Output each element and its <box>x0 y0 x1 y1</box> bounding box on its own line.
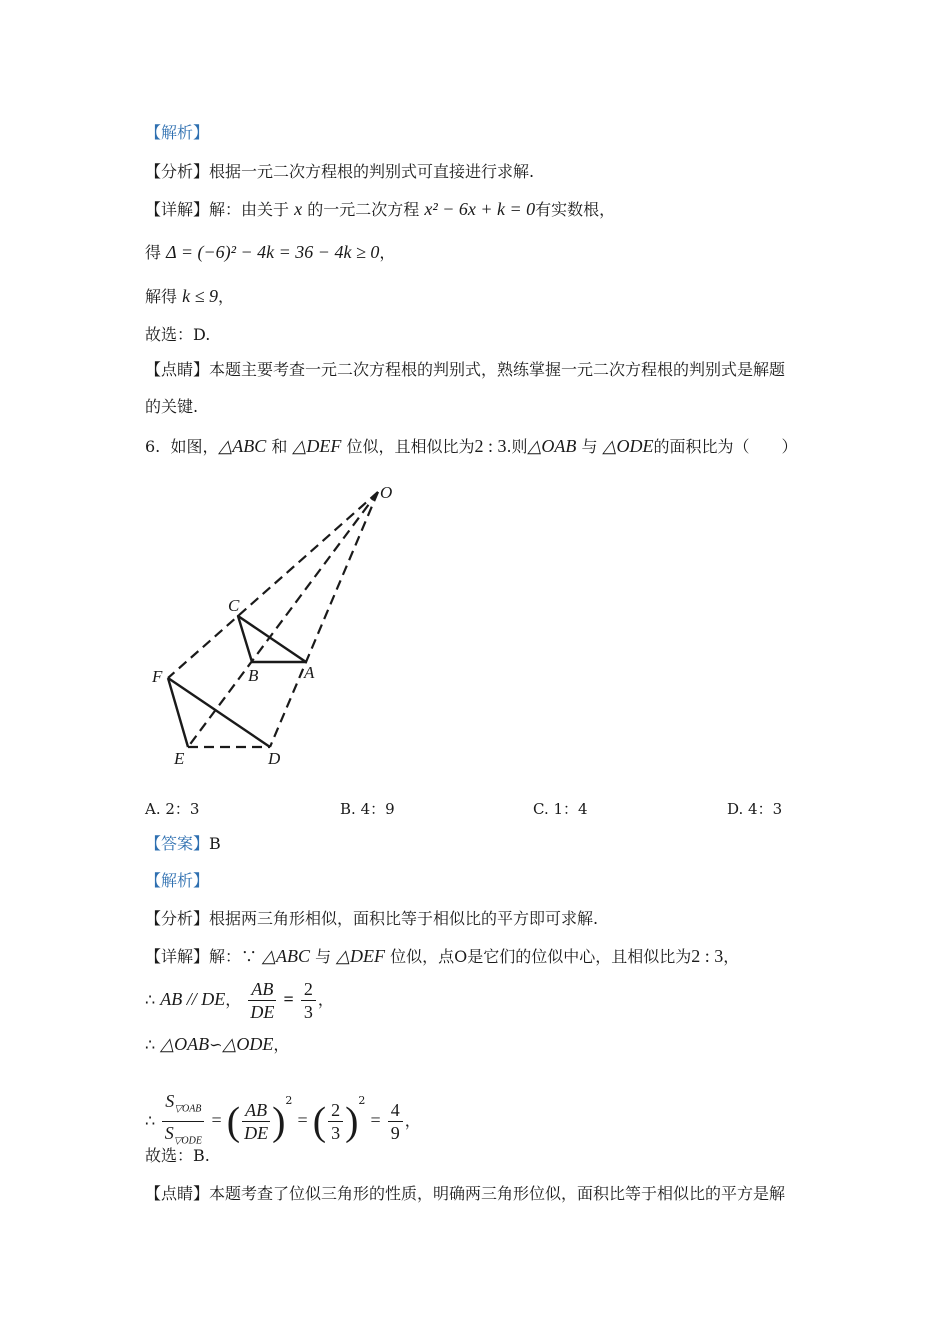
detail-line-2: 得 Δ = (−6)² − 4k = 36 − 4k ≥ 0， <box>145 242 396 262</box>
choice-d[interactable]: D. 4：3 <box>727 800 783 818</box>
analysis-heading: 【解析】 <box>145 123 210 142</box>
fraction-4-9: $\frac{4}{9}$ <box>388 1099 403 1144</box>
choice-a[interactable]: A. 2：3 <box>145 800 200 818</box>
label-b: B <box>248 666 259 685</box>
detail-line-q6-2: ∴ AB // DE， $\frac{AB}{DE}$ = $\frac{2}{3}$ ， <box>145 979 334 1022</box>
dashed-line-oe <box>188 492 378 747</box>
side-fd <box>168 678 270 747</box>
label-a: A <box>304 663 315 682</box>
detail-line-3: 解得 k ≤ 9， <box>145 286 234 306</box>
comment-line: 【点睛】本题主要考查一元二次方程根的判别式，熟练掌握一元二次方程根的判别式是解题 <box>145 360 786 379</box>
analysis-line: 【分析】根据一元二次方程根的判别式可直接进行求解. <box>145 162 535 181</box>
dashed-line-of <box>168 492 378 678</box>
fraction-2-3: $\frac{2}{3}$ <box>301 978 316 1023</box>
label-e: E <box>174 749 185 768</box>
label-c: C <box>228 596 240 615</box>
answer-line: 【答案】B <box>145 834 221 853</box>
comment-line-2: 的关键. <box>145 397 199 416</box>
analysis-line-q6: 【分析】根据两三角形相似，面积比等于相似比的平方即可求解. <box>145 909 599 928</box>
triangle-abc <box>238 616 306 662</box>
choice-b[interactable]: B. 4：9 <box>340 800 395 818</box>
label-f: F <box>152 667 163 686</box>
label-o: O <box>380 483 393 502</box>
choose-line: 故选：D. <box>145 325 211 344</box>
discriminant-expression: Δ = (−6)² − 4k = 36 − 4k ≥ 0 <box>166 242 380 262</box>
dashed-line-od <box>270 492 378 747</box>
detail-line-q6-3: ∴ △OAB∽△ODE， <box>145 1034 290 1054</box>
comment-line-q6: 【点睛】本题考查了位似三角形的性质，明确两三角形位似，面积比等于相似比的平方是解 <box>145 1184 786 1203</box>
fraction-ab-de: $\frac{AB}{DE}$ <box>250 979 275 1022</box>
detail-line-q6-4: ∴ $\frac{S_{▽OAB}}{S_{▽ODE}}$ = ( $\frac{AB}{DE}$ )$^2$ = ( $\frac{2}{3}$ )$^2$ = $\frac{4}{9}$ ， <box>145 1073 421 1153</box>
choice-c[interactable]: C. 1：4 <box>533 800 588 818</box>
homothety-figure <box>140 475 420 775</box>
question-6-stem: 6. 如图，△ABC 和 △DEF 位似，且相似比为2 : 3.则△OAB 与 △ODE的面积比为（ ） <box>145 436 798 456</box>
label-d: D <box>268 749 281 768</box>
detail-line-q6-1: 【详解】解：∵ △ABC 与 △DEF 位似，点O是它们的位似中心，且相似比为2 : 3， <box>145 946 740 966</box>
area-ratio-fraction: $\frac{S_{▽OAB}}{S_{▽ODE}}$ <box>162 1090 204 1152</box>
analysis-heading-q6: 【解析】 <box>145 871 210 890</box>
choose-line-q6: 故选：B. <box>145 1146 210 1165</box>
detail-line-1: 【详解】解：由关于 x 的一元二次方程 x² − 6x + k = 0有实数根， <box>145 199 616 219</box>
